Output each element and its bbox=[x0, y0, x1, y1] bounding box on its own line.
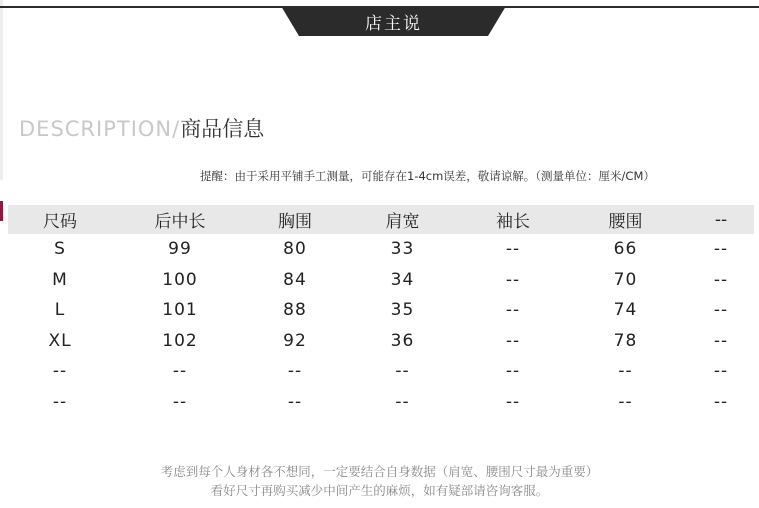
table-cell: L bbox=[54, 300, 66, 321]
header-chest: 胸围 bbox=[248, 205, 342, 234]
table-cell: M bbox=[52, 269, 68, 290]
header-sleeve: 袖长 bbox=[463, 205, 563, 234]
table-row bbox=[8, 356, 754, 387]
left-accent-mark bbox=[0, 201, 3, 221]
table-cell: 88 bbox=[283, 300, 307, 321]
table-cell: 78 bbox=[613, 330, 638, 351]
footer-line-2: 看好尺寸再购买减少中间产生的麻烦，如有疑部请咨询客服。 bbox=[210, 483, 549, 498]
table-row bbox=[8, 326, 754, 357]
table-cell: -- bbox=[618, 361, 633, 382]
table-cell: 34 bbox=[390, 269, 415, 290]
table-cell: S bbox=[54, 239, 66, 260]
table-cell: -- bbox=[172, 391, 188, 412]
table-cell: -- bbox=[52, 391, 68, 412]
table-cell: -- bbox=[505, 269, 521, 290]
table-cell: -- bbox=[505, 300, 521, 321]
table-cell: 66 bbox=[613, 239, 638, 260]
table-row bbox=[8, 387, 754, 418]
description-heading bbox=[19, 113, 264, 143]
table-cell: 102 bbox=[162, 330, 198, 351]
table-cell: -- bbox=[505, 391, 521, 412]
table-cell: -- bbox=[713, 361, 729, 382]
measurement-note: 提醒：由于采用平铺手工测量，可能存在1-4cm误差，敬请谅解。（测量单位：厘米/CM） bbox=[200, 169, 655, 183]
footer-line-1: 考虑到每个人身材各不想同，一定要结合自身数据（肩宽、腰围尺寸最为重要） bbox=[160, 464, 599, 479]
table-cell: -- bbox=[505, 330, 521, 351]
table-cell: -- bbox=[52, 361, 68, 382]
footer-advice bbox=[0, 462, 759, 500]
table-cell: -- bbox=[713, 300, 729, 321]
table-cell: -- bbox=[713, 239, 729, 260]
description-title-cn: 商品信息 bbox=[180, 117, 265, 141]
header-back-length: 后中长 bbox=[112, 205, 248, 234]
table-cell: -- bbox=[713, 269, 729, 290]
table-cell: 74 bbox=[613, 300, 638, 321]
header-size: 尺码 bbox=[8, 205, 112, 234]
table-cell: XL bbox=[48, 330, 72, 351]
table-cell: -- bbox=[287, 361, 303, 382]
table-cell: 80 bbox=[283, 239, 307, 260]
table-cell: -- bbox=[713, 391, 729, 412]
table-header-row bbox=[8, 205, 754, 234]
table-row bbox=[8, 234, 754, 265]
header-extra: -- bbox=[688, 205, 754, 234]
header-waist: 腰围 bbox=[563, 205, 688, 234]
table-cell: -- bbox=[172, 361, 188, 382]
table-row bbox=[8, 265, 754, 296]
header-shoulder: 肩宽 bbox=[342, 205, 463, 234]
table-cell: 92 bbox=[283, 330, 307, 351]
table-cell: 33 bbox=[390, 239, 415, 260]
table-cell: 70 bbox=[613, 269, 638, 290]
table-cell: -- bbox=[287, 391, 303, 412]
table-cell: -- bbox=[505, 361, 521, 382]
table-cell: 100 bbox=[162, 269, 198, 290]
table-cell: 35 bbox=[390, 300, 415, 321]
table-cell: 99 bbox=[168, 239, 192, 260]
table-cell: -- bbox=[395, 361, 410, 382]
description-title-en: DESCRIPTION/ bbox=[19, 117, 181, 141]
table-cell: 36 bbox=[390, 330, 415, 351]
table-cell: -- bbox=[395, 391, 410, 412]
table-cell: 84 bbox=[283, 269, 307, 290]
banner-title: 店主说 bbox=[365, 14, 422, 34]
left-edge-shade bbox=[0, 0, 3, 180]
table-cell: -- bbox=[618, 391, 633, 412]
table-cell: -- bbox=[505, 239, 521, 260]
table-row bbox=[8, 295, 754, 326]
size-table bbox=[8, 205, 754, 417]
table-cell: 101 bbox=[162, 300, 198, 321]
table-cell: -- bbox=[713, 330, 729, 351]
